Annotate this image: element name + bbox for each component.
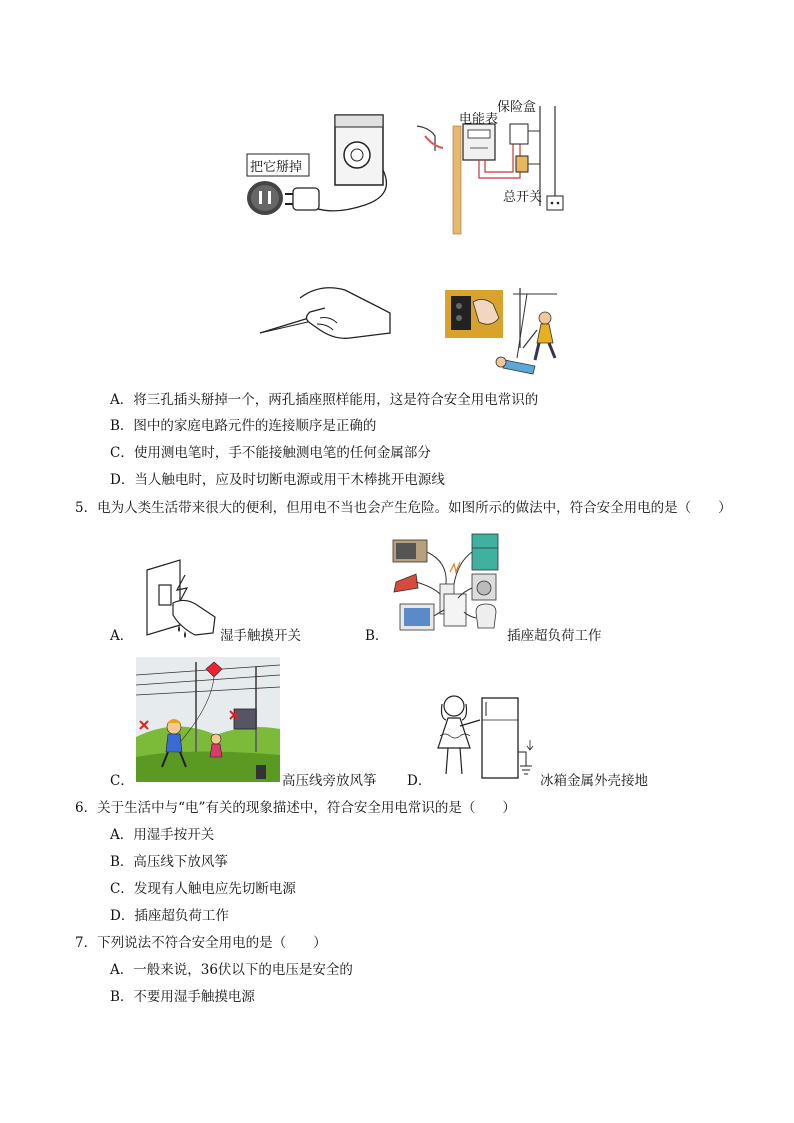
figure-wet-hand-switch xyxy=(135,555,225,640)
figure-label-meter: 电能表 xyxy=(459,112,499,127)
q6-stem: 6．关于生活中与“电”有关的现象描述中，符合安全用电常识的是（ ） xyxy=(75,800,516,816)
figure-electric-shock-rescue xyxy=(445,288,560,380)
q6-option-c: C．发现有人触电应先切断电源 xyxy=(110,881,296,897)
q4-option-d: D．当人触电时，应及时切断电源或用干木棒挑开电源线 xyxy=(110,472,445,488)
q4-option-a: A．将三孔插头掰掉一个，两孔插座照样能用，这是符合安全用电常识的 xyxy=(110,392,539,408)
figure-overloaded-socket xyxy=(388,532,506,644)
q4-option-b: B．图中的家庭电路元件的连接顺序是正确的 xyxy=(110,418,377,434)
q6-option-a: A．用湿手按开关 xyxy=(110,827,215,843)
q7-option-a: A．一般来说，36伏以下的电压是安全的 xyxy=(110,962,353,978)
figure-household-circuit xyxy=(415,96,585,236)
figure-grounded-fridge xyxy=(430,690,542,782)
q5-choice-c-letter: C． xyxy=(110,773,134,789)
q5-choice-b-letter: B． xyxy=(365,628,389,644)
q7-stem: 7．下列说法不符合安全用电的是（ ） xyxy=(75,935,327,951)
figure-label-fuse-box: 保险盒 xyxy=(497,100,537,115)
q6-option-b: B．高压线下放风筝 xyxy=(110,854,228,870)
figure-test-pen-hand xyxy=(255,278,395,348)
q5-stem: 5．电为人类生活带来很大的便利，但用电不当也会产生危险。如图所示的做法中，符合安全用电的是（ ） xyxy=(75,500,732,516)
q5-choice-a-caption: 湿手触摸开关 xyxy=(220,628,301,644)
figure-plug-breaking xyxy=(245,110,395,225)
q4-option-c: C．使用测电笔时，手不能接触测电笔的任何金属部分 xyxy=(110,445,431,461)
figure-label-main-switch: 总开关 xyxy=(503,190,543,205)
q5-choice-a-letter: A． xyxy=(110,628,134,644)
figure-kite-near-power-lines xyxy=(136,657,280,782)
q5-choice-c-caption: 高压线旁放风筝 xyxy=(282,773,377,789)
figure-label-break-it: 把它掰掉 xyxy=(250,160,303,175)
q5-choice-d-caption: 冰箱金属外壳接地 xyxy=(540,773,648,789)
q5-choice-b-caption: 插座超负荷工作 xyxy=(507,628,602,644)
q6-option-d: D．插座超负荷工作 xyxy=(110,908,229,924)
q7-option-b: B．不要用湿手触摸电源 xyxy=(110,989,255,1005)
q5-choice-d-letter: D． xyxy=(407,773,432,789)
